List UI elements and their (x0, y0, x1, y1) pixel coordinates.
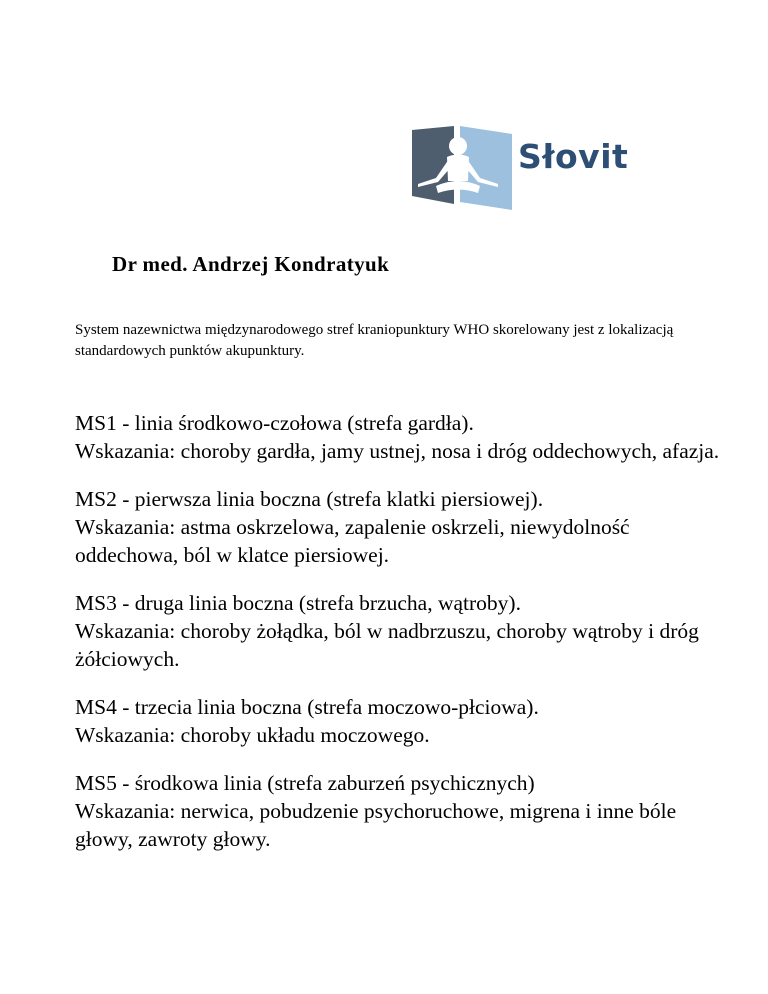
zone-indications: Wskazania: astma oskrzelowa, zapalenie oskrzeli, niewydolność oddechowa, ból w klatce piersiowej. (75, 515, 630, 567)
zone-title: MS2 - pierwsza linia boczna (strefa klatki piersiowej). (75, 487, 544, 511)
zone-title: MS1 - linia środkowo-czołowa (strefa gardła). (75, 411, 474, 435)
zone-ms2 (75, 485, 735, 569)
zone-indications: Wskazania: choroby gardła, jamy ustnej, nosa i dróg oddechowych, afazja. (75, 439, 720, 463)
zone-indications: Wskazania: choroby żołądka, ból w nadbrzuszu, choroby wątroby i dróg żółciowych. (75, 619, 699, 671)
zone-ms5 (75, 769, 735, 853)
zone-ms1 (75, 409, 735, 465)
slovit-logo (412, 126, 652, 210)
zone-title: MS4 - trzecia linia boczna (strefa moczowo-płciowa). (75, 695, 539, 719)
zone-indications: Wskazania: choroby układu moczowego. (75, 723, 430, 747)
zone-ms3 (75, 589, 735, 673)
logo-brand-text: Słovit (518, 137, 629, 176)
meditation-figure-icon (412, 126, 516, 210)
zone-ms4 (75, 693, 735, 749)
zones-list (75, 409, 735, 873)
intro-paragraph: System nazewnictwa międzynarodowego stref kraniopunktury WHO skorelowany jest z lokalizacją standardowych punktów akupunktury. (75, 322, 674, 359)
zone-indications: Wskazania: nerwica, pobudzenie psychoruchowe, migrena i inne bóle głowy, zawroty głowy. (75, 799, 677, 851)
zone-title: MS5 - środkowa linia (strefa zaburzeń psychicznych) (75, 771, 535, 795)
author-name: Dr med. Andrzej Kondratyuk (112, 252, 390, 276)
zone-title: MS3 - druga linia boczna (strefa brzucha, wątroby). (75, 591, 521, 615)
